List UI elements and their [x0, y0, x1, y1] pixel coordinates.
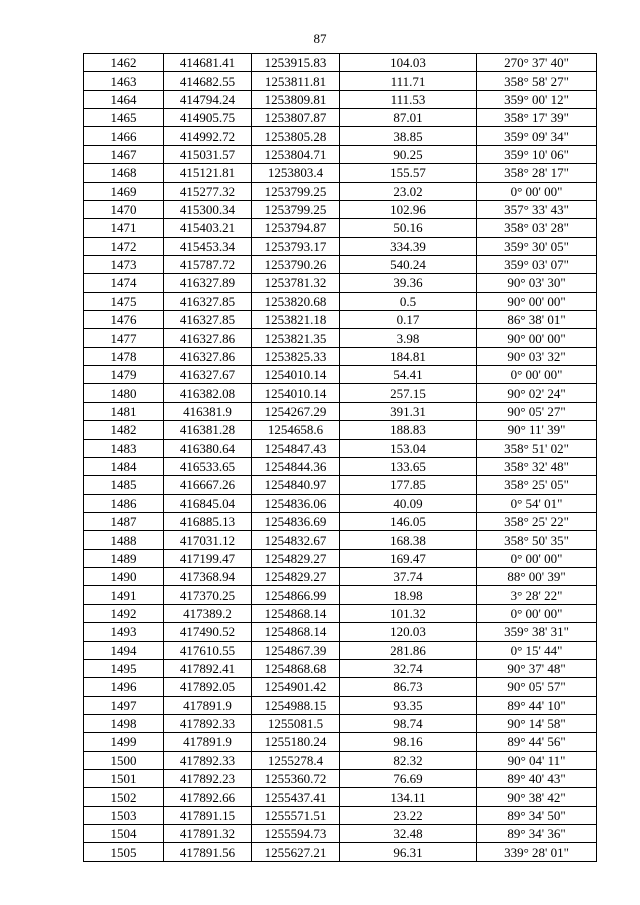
point-number-cell: 1494 — [84, 641, 164, 659]
table-row — [84, 457, 597, 475]
x-coordinate-cell: 417610.55 — [164, 641, 252, 659]
y-coordinate-cell: 1254868.14 — [252, 623, 340, 641]
bearing-cell: 0° 00' 00" — [477, 182, 597, 200]
y-coordinate-cell: 1254867.39 — [252, 641, 340, 659]
table-row — [84, 770, 597, 788]
distance-cell: 76.69 — [340, 770, 477, 788]
x-coordinate-cell: 416382.08 — [164, 384, 252, 402]
x-coordinate-cell: 416327.85 — [164, 311, 252, 329]
y-coordinate-cell: 1253799.25 — [252, 200, 340, 218]
distance-cell: 133.65 — [340, 457, 477, 475]
table-row — [84, 402, 597, 420]
table-row — [84, 788, 597, 806]
table-row — [84, 145, 597, 163]
table-row — [84, 494, 597, 512]
y-coordinate-cell: 1255571.51 — [252, 806, 340, 824]
y-coordinate-cell: 1253794.87 — [252, 219, 340, 237]
point-number-cell: 1498 — [84, 714, 164, 732]
y-coordinate-cell: 1253811.81 — [252, 72, 340, 90]
table-row — [84, 568, 597, 586]
bearing-cell: 90° 00' 00" — [477, 329, 597, 347]
x-coordinate-cell: 416381.28 — [164, 421, 252, 439]
x-coordinate-cell: 417891.32 — [164, 825, 252, 843]
distance-cell: 334.39 — [340, 237, 477, 255]
distance-cell: 257.15 — [340, 384, 477, 402]
x-coordinate-cell: 416667.26 — [164, 476, 252, 494]
x-coordinate-cell: 414992.72 — [164, 127, 252, 145]
x-coordinate-cell: 416845.04 — [164, 494, 252, 512]
bearing-cell: 359° 03' 07" — [477, 255, 597, 273]
x-coordinate-cell: 415031.57 — [164, 145, 252, 163]
table-row — [84, 384, 597, 402]
bearing-cell: 3° 28' 22" — [477, 586, 597, 604]
bearing-cell: 90° 05' 27" — [477, 402, 597, 420]
point-number-cell: 1482 — [84, 421, 164, 439]
point-number-cell: 1504 — [84, 825, 164, 843]
bearing-cell: 90° 03' 32" — [477, 347, 597, 365]
y-coordinate-cell: 1253807.87 — [252, 109, 340, 127]
bearing-cell: 359° 00' 12" — [477, 90, 597, 108]
x-coordinate-cell: 415787.72 — [164, 255, 252, 273]
table-row — [84, 127, 597, 145]
bearing-cell: 90° 11' 39" — [477, 421, 597, 439]
distance-cell: 37.74 — [340, 568, 477, 586]
y-coordinate-cell: 1255360.72 — [252, 770, 340, 788]
y-coordinate-cell: 1254267.29 — [252, 402, 340, 420]
x-coordinate-cell: 416327.67 — [164, 366, 252, 384]
x-coordinate-cell: 415300.34 — [164, 200, 252, 218]
y-coordinate-cell: 1254836.06 — [252, 494, 340, 512]
point-number-cell: 1467 — [84, 145, 164, 163]
table-row — [84, 182, 597, 200]
y-coordinate-cell: 1253803.4 — [252, 164, 340, 182]
x-coordinate-cell: 414682.55 — [164, 72, 252, 90]
bearing-cell: 270° 37' 40" — [477, 54, 597, 72]
x-coordinate-cell: 417031.12 — [164, 531, 252, 549]
x-coordinate-cell: 417389.2 — [164, 604, 252, 622]
table-row — [84, 751, 597, 769]
table-row — [84, 109, 597, 127]
distance-cell: 98.16 — [340, 733, 477, 751]
distance-cell: 111.71 — [340, 72, 477, 90]
x-coordinate-cell: 417368.94 — [164, 568, 252, 586]
point-number-cell: 1495 — [84, 659, 164, 677]
point-number-cell: 1503 — [84, 806, 164, 824]
point-number-cell: 1505 — [84, 843, 164, 861]
x-coordinate-cell: 417892.05 — [164, 678, 252, 696]
point-number-cell: 1472 — [84, 237, 164, 255]
y-coordinate-cell: 1253809.81 — [252, 90, 340, 108]
point-number-cell: 1475 — [84, 292, 164, 310]
bearing-cell: 358° 25' 05" — [477, 476, 597, 494]
table-row — [84, 90, 597, 108]
distance-cell: 38.85 — [340, 127, 477, 145]
point-number-cell: 1480 — [84, 384, 164, 402]
y-coordinate-cell: 1253793.17 — [252, 237, 340, 255]
distance-cell: 540.24 — [340, 255, 477, 273]
bearing-cell: 339° 28' 01" — [477, 843, 597, 861]
bearing-cell: 358° 28' 17" — [477, 164, 597, 182]
distance-cell: 184.81 — [340, 347, 477, 365]
point-number-cell: 1491 — [84, 586, 164, 604]
bearing-cell: 357° 33' 43" — [477, 200, 597, 218]
bearing-cell: 89° 44' 56" — [477, 733, 597, 751]
bearing-cell: 90° 37' 48" — [477, 659, 597, 677]
point-number-cell: 1485 — [84, 476, 164, 494]
x-coordinate-cell: 416327.89 — [164, 274, 252, 292]
y-coordinate-cell: 1254832.67 — [252, 531, 340, 549]
y-coordinate-cell: 1254829.27 — [252, 549, 340, 567]
table-row — [84, 825, 597, 843]
point-number-cell: 1493 — [84, 623, 164, 641]
bearing-cell: 0° 15' 44" — [477, 641, 597, 659]
distance-cell: 188.83 — [340, 421, 477, 439]
table-row — [84, 237, 597, 255]
distance-cell: 32.74 — [340, 659, 477, 677]
x-coordinate-cell: 417892.23 — [164, 770, 252, 788]
distance-cell: 168.38 — [340, 531, 477, 549]
y-coordinate-cell: 1253820.68 — [252, 292, 340, 310]
y-coordinate-cell: 1254840.97 — [252, 476, 340, 494]
table-row — [84, 164, 597, 182]
y-coordinate-cell: 1254836.69 — [252, 512, 340, 530]
x-coordinate-cell: 417891.9 — [164, 696, 252, 714]
y-coordinate-cell: 1255627.21 — [252, 843, 340, 861]
point-number-cell: 1499 — [84, 733, 164, 751]
distance-cell: 87.01 — [340, 109, 477, 127]
x-coordinate-cell: 416327.86 — [164, 329, 252, 347]
x-coordinate-cell: 417892.33 — [164, 714, 252, 732]
x-coordinate-cell: 415277.32 — [164, 182, 252, 200]
y-coordinate-cell: 1254658.6 — [252, 421, 340, 439]
distance-cell: 96.31 — [340, 843, 477, 861]
distance-cell: 40.09 — [340, 494, 477, 512]
table-row — [84, 733, 597, 751]
distance-cell: 102.96 — [340, 200, 477, 218]
y-coordinate-cell: 1254866.99 — [252, 586, 340, 604]
table-row — [84, 678, 597, 696]
bearing-cell: 90° 38' 42" — [477, 788, 597, 806]
distance-cell: 391.31 — [340, 402, 477, 420]
point-number-cell: 1464 — [84, 90, 164, 108]
distance-cell: 93.35 — [340, 696, 477, 714]
y-coordinate-cell: 1254844.36 — [252, 457, 340, 475]
point-number-cell: 1497 — [84, 696, 164, 714]
table-row — [84, 512, 597, 530]
page-number: 87 — [313, 31, 327, 46]
bearing-cell: 0° 00' 00" — [477, 549, 597, 567]
table-row — [84, 347, 597, 365]
point-number-cell: 1488 — [84, 531, 164, 549]
bearing-cell: 89° 40' 43" — [477, 770, 597, 788]
distance-cell: 50.16 — [340, 219, 477, 237]
bearing-cell: 90° 03' 30" — [477, 274, 597, 292]
y-coordinate-cell: 1254868.68 — [252, 659, 340, 677]
point-number-cell: 1476 — [84, 311, 164, 329]
point-number-cell: 1490 — [84, 568, 164, 586]
x-coordinate-cell: 416327.86 — [164, 347, 252, 365]
distance-cell: 134.11 — [340, 788, 477, 806]
x-coordinate-cell: 417892.66 — [164, 788, 252, 806]
point-number-cell: 1486 — [84, 494, 164, 512]
distance-cell: 0.5 — [340, 292, 477, 310]
y-coordinate-cell: 1255081.5 — [252, 714, 340, 732]
point-number-cell: 1483 — [84, 439, 164, 457]
point-number-cell: 1489 — [84, 549, 164, 567]
bearing-cell: 90° 00' 00" — [477, 292, 597, 310]
y-coordinate-cell: 1254847.43 — [252, 439, 340, 457]
table-row — [84, 421, 597, 439]
distance-cell: 169.47 — [340, 549, 477, 567]
point-number-cell: 1478 — [84, 347, 164, 365]
point-number-cell: 1462 — [84, 54, 164, 72]
bearing-cell: 358° 58' 27" — [477, 72, 597, 90]
y-coordinate-cell: 1255437.41 — [252, 788, 340, 806]
coordinates-table — [83, 53, 597, 862]
table-row — [84, 292, 597, 310]
table-row — [84, 623, 597, 641]
coordinates-table-body — [84, 54, 597, 862]
point-number-cell: 1481 — [84, 402, 164, 420]
point-number-cell: 1466 — [84, 127, 164, 145]
distance-cell: 104.03 — [340, 54, 477, 72]
y-coordinate-cell: 1255594.73 — [252, 825, 340, 843]
y-coordinate-cell: 1253805.28 — [252, 127, 340, 145]
x-coordinate-cell: 417892.33 — [164, 751, 252, 769]
distance-cell: 23.22 — [340, 806, 477, 824]
y-coordinate-cell: 1253821.18 — [252, 311, 340, 329]
y-coordinate-cell: 1255278.4 — [252, 751, 340, 769]
bearing-cell: 90° 02' 24" — [477, 384, 597, 402]
bearing-cell: 359° 30' 05" — [477, 237, 597, 255]
distance-cell: 120.03 — [340, 623, 477, 641]
x-coordinate-cell: 415403.21 — [164, 219, 252, 237]
point-number-cell: 1502 — [84, 788, 164, 806]
point-number-cell: 1471 — [84, 219, 164, 237]
x-coordinate-cell: 417370.25 — [164, 586, 252, 604]
point-number-cell: 1484 — [84, 457, 164, 475]
x-coordinate-cell: 417891.56 — [164, 843, 252, 861]
table-row — [84, 366, 597, 384]
table-row — [84, 439, 597, 457]
table-row — [84, 549, 597, 567]
distance-cell: 86.73 — [340, 678, 477, 696]
table-row — [84, 806, 597, 824]
table-row — [84, 586, 597, 604]
point-number-cell: 1487 — [84, 512, 164, 530]
table-row — [84, 659, 597, 677]
table-row — [84, 54, 597, 72]
table-row — [84, 531, 597, 549]
point-number-cell: 1496 — [84, 678, 164, 696]
bearing-cell: 90° 14' 58" — [477, 714, 597, 732]
point-number-cell: 1463 — [84, 72, 164, 90]
bearing-cell: 358° 51' 02" — [477, 439, 597, 457]
distance-cell: 3.98 — [340, 329, 477, 347]
x-coordinate-cell: 417490.52 — [164, 623, 252, 641]
table-row — [84, 696, 597, 714]
distance-cell: 98.74 — [340, 714, 477, 732]
point-number-cell: 1469 — [84, 182, 164, 200]
bearing-cell: 90° 05' 57" — [477, 678, 597, 696]
distance-cell: 111.53 — [340, 90, 477, 108]
point-number-cell: 1479 — [84, 366, 164, 384]
point-number-cell: 1468 — [84, 164, 164, 182]
bearing-cell: 89° 44' 10" — [477, 696, 597, 714]
x-coordinate-cell: 417891.15 — [164, 806, 252, 824]
bearing-cell: 86° 38' 01" — [477, 311, 597, 329]
y-coordinate-cell: 1253821.35 — [252, 329, 340, 347]
y-coordinate-cell: 1254010.14 — [252, 384, 340, 402]
x-coordinate-cell: 416327.85 — [164, 292, 252, 310]
bearing-cell: 358° 32' 48" — [477, 457, 597, 475]
bearing-cell: 0° 00' 00" — [477, 366, 597, 384]
point-number-cell: 1465 — [84, 109, 164, 127]
bearing-cell: 358° 03' 28" — [477, 219, 597, 237]
x-coordinate-cell: 414905.75 — [164, 109, 252, 127]
y-coordinate-cell: 1253915.83 — [252, 54, 340, 72]
y-coordinate-cell: 1254901.42 — [252, 678, 340, 696]
bearing-cell: 89° 34' 36" — [477, 825, 597, 843]
bearing-cell: 358° 17' 39" — [477, 109, 597, 127]
y-coordinate-cell: 1254829.27 — [252, 568, 340, 586]
x-coordinate-cell: 417892.41 — [164, 659, 252, 677]
x-coordinate-cell: 417199.47 — [164, 549, 252, 567]
distance-cell: 32.48 — [340, 825, 477, 843]
bearing-cell: 89° 34' 50" — [477, 806, 597, 824]
distance-cell: 23.02 — [340, 182, 477, 200]
table-row — [84, 641, 597, 659]
point-number-cell: 1477 — [84, 329, 164, 347]
x-coordinate-cell: 416885.13 — [164, 512, 252, 530]
table-row — [84, 604, 597, 622]
distance-cell: 153.04 — [340, 439, 477, 457]
distance-cell: 54.41 — [340, 366, 477, 384]
x-coordinate-cell: 415453.34 — [164, 237, 252, 255]
point-number-cell: 1470 — [84, 200, 164, 218]
point-number-cell: 1500 — [84, 751, 164, 769]
bearing-cell: 359° 10' 06" — [477, 145, 597, 163]
table-row — [84, 255, 597, 273]
table-row — [84, 329, 597, 347]
distance-cell: 39.36 — [340, 274, 477, 292]
y-coordinate-cell: 1253799.25 — [252, 182, 340, 200]
distance-cell: 90.25 — [340, 145, 477, 163]
point-number-cell: 1473 — [84, 255, 164, 273]
x-coordinate-cell: 416381.9 — [164, 402, 252, 420]
bearing-cell: 358° 50' 35" — [477, 531, 597, 549]
distance-cell: 18.98 — [340, 586, 477, 604]
x-coordinate-cell: 414681.41 — [164, 54, 252, 72]
table-row — [84, 200, 597, 218]
x-coordinate-cell: 416380.64 — [164, 439, 252, 457]
table-row — [84, 311, 597, 329]
y-coordinate-cell: 1254988.15 — [252, 696, 340, 714]
distance-cell: 146.05 — [340, 512, 477, 530]
distance-cell: 177.85 — [340, 476, 477, 494]
distance-cell: 281.86 — [340, 641, 477, 659]
point-number-cell: 1501 — [84, 770, 164, 788]
y-coordinate-cell: 1253781.32 — [252, 274, 340, 292]
distance-cell: 101.32 — [340, 604, 477, 622]
y-coordinate-cell: 1253804.71 — [252, 145, 340, 163]
point-number-cell: 1492 — [84, 604, 164, 622]
bearing-cell: 0° 54' 01" — [477, 494, 597, 512]
x-coordinate-cell: 416533.65 — [164, 457, 252, 475]
x-coordinate-cell: 415121.81 — [164, 164, 252, 182]
y-coordinate-cell: 1253790.26 — [252, 255, 340, 273]
bearing-cell: 90° 04' 11" — [477, 751, 597, 769]
distance-cell: 155.57 — [340, 164, 477, 182]
table-row — [84, 843, 597, 861]
bearing-cell: 359° 09' 34" — [477, 127, 597, 145]
y-coordinate-cell: 1255180.24 — [252, 733, 340, 751]
table-row — [84, 714, 597, 732]
table-row — [84, 476, 597, 494]
y-coordinate-cell: 1253825.33 — [252, 347, 340, 365]
bearing-cell: 0° 00' 00" — [477, 604, 597, 622]
distance-cell: 0.17 — [340, 311, 477, 329]
distance-cell: 82.32 — [340, 751, 477, 769]
point-number-cell: 1474 — [84, 274, 164, 292]
table-row — [84, 274, 597, 292]
x-coordinate-cell: 417891.9 — [164, 733, 252, 751]
y-coordinate-cell: 1254868.14 — [252, 604, 340, 622]
table-row — [84, 72, 597, 90]
x-coordinate-cell: 414794.24 — [164, 90, 252, 108]
table-row — [84, 219, 597, 237]
y-coordinate-cell: 1254010.14 — [252, 366, 340, 384]
bearing-cell: 359° 38' 31" — [477, 623, 597, 641]
bearing-cell: 88° 00' 39" — [477, 568, 597, 586]
bearing-cell: 358° 25' 22" — [477, 512, 597, 530]
